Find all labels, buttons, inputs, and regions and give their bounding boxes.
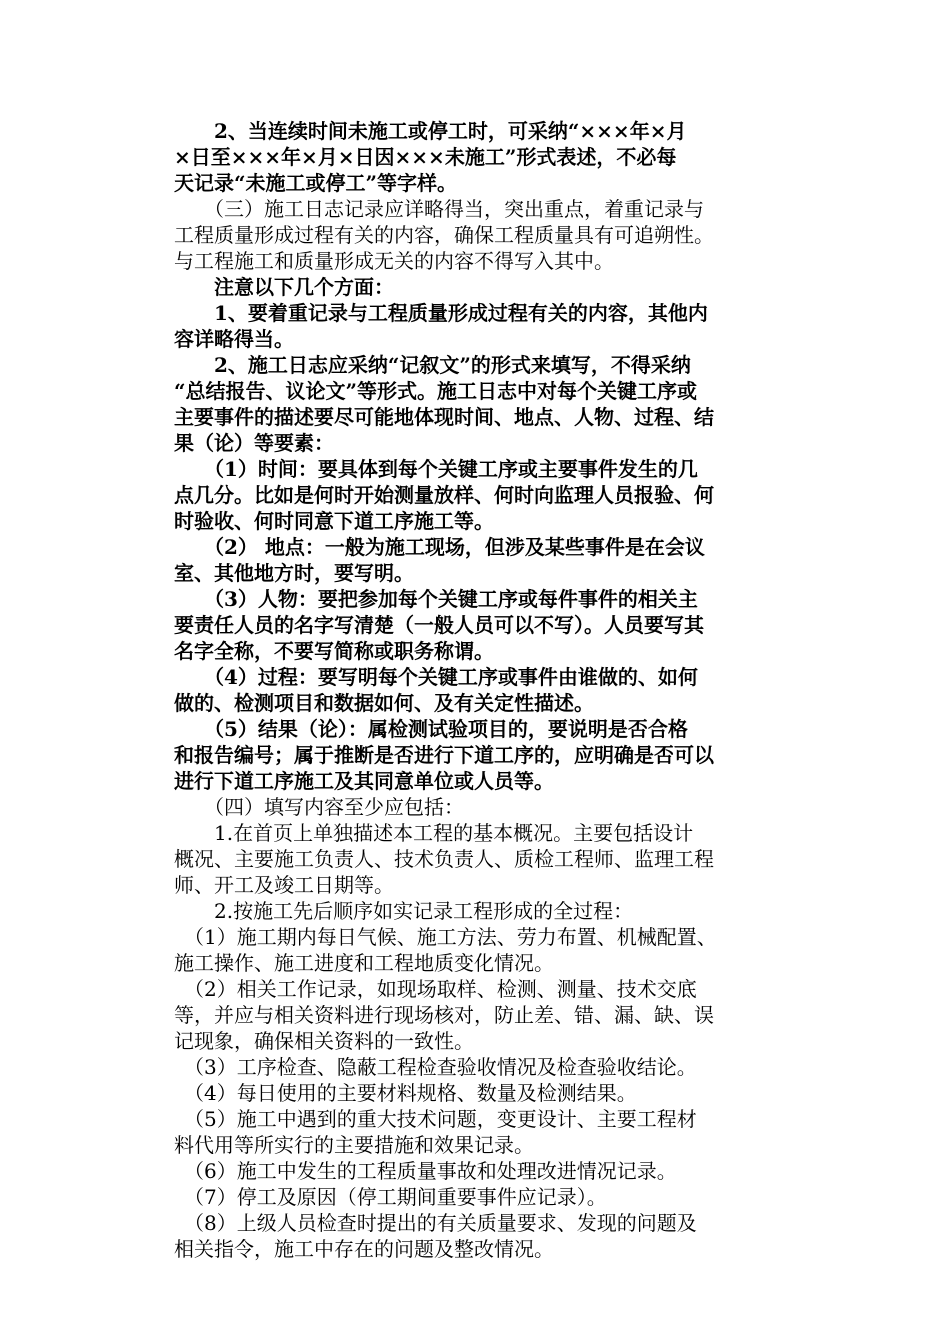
paragraph-4-line-0: 2、施工日志应采纳“记叙文”的形式来填写，不得采纳 (174, 353, 691, 377)
paragraph-0-line-0: 2、当连续时间未施工或停工时，可采纳“×××年×月 (174, 119, 687, 143)
paragraph-3-line-0: 1、要着重记录与工程质量形成过程有关的内容，其他内 (174, 301, 708, 325)
paragraph-17-line-1: 料代用等所实行的主要措施和效果记录。 (174, 1133, 534, 1157)
paragraph-6-line-0: （2） 地点：一般为施工现场，但涉及某些事件是在会议 (174, 535, 705, 559)
paragraph-6-line-1: 室、其他地方时，要写明。 (174, 561, 414, 585)
paragraph-15-line-0: （3）工序检查、隐蔽工程检查验收情况及检查验收结论。 (174, 1055, 697, 1079)
paragraph-14-line-1: 等，并应与相关资料进行现场核对，防止差、错、漏、缺、误 (174, 1003, 714, 1027)
paragraph-2-line-0: 注意以下几个方面： (174, 275, 394, 299)
paragraph-7-line-0: （3）人物：要把参加每个关键工序或每件事件的相关主 (174, 587, 698, 611)
paragraph-20-line-0: （8）上级人员检查时提出的有关质量要求、发现的问题及 (174, 1211, 697, 1235)
paragraph-14-line-0: （2）相关工作记录，如现场取样、检测、测量、技术交底 (174, 977, 697, 1001)
paragraph-8-line-1: 做的、检测项目和数据如何、及有关定性描述。 (174, 691, 594, 715)
paragraph-9-line-1: 和报告编号；属于推断是否进行下道工序的，应明确是否可以 (174, 743, 714, 767)
paragraph-1-line-1: 工程质量形成过程有关的内容，确保工程质量具有可追朔性。 (174, 223, 714, 247)
paragraph-11-line-1: 概况、主要施工负责人、技术负责人、质检工程师、监理工程 (174, 847, 714, 871)
paragraph-5-line-1: 点几分。比如是何时开始测量放样、何时向监理人员报验、何 (174, 483, 714, 507)
paragraph-4-line-1: “总结报告、议论文”等形式。施工日志中对每个关键工序或 (174, 379, 698, 403)
paragraph-13-line-1: 施工操作、施工进度和工程地质变化情况。 (174, 951, 554, 975)
paragraph-4-line-2: 主要事件的描述要尽可能地体现时间、地点、人物、过程、结 (174, 405, 714, 429)
paragraph-10-line-0: （四）填写内容至少应包括： (174, 795, 464, 819)
paragraph-12-line-0: 2.按施工先后顺序如实记录工程形成的全过程： (174, 899, 634, 923)
document-page (174, 118, 780, 1262)
paragraph-3-line-1: 容详略得当。 (174, 327, 294, 351)
paragraph-4-line-3: 果（论）等要素： (174, 431, 334, 455)
paragraph-1-line-0: （三）施工日志记录应详略得当，突出重点，着重记录与 (174, 197, 704, 221)
paragraph-8-line-0: （4）过程：要写明每个关键工序或事件由谁做的、如何 (174, 665, 698, 689)
paragraph-19-line-0: （7）停工及原因（停工期间重要事件应记录）。 (174, 1185, 607, 1209)
paragraph-16-line-0: （4）每日使用的主要材料规格、数量及检测结果。 (174, 1081, 637, 1105)
paragraph-5-line-0: （1）时间：要具体到每个关键工序或主要事件发生的几 (174, 457, 698, 481)
paragraph-17-line-0: （5）施工中遇到的重大技术问题，变更设计、主要工程材 (174, 1107, 697, 1131)
paragraph-18-line-0: （6）施工中发生的工程质量事故和处理改进情况记录。 (174, 1159, 677, 1183)
paragraph-9-line-2: 进行下道工序施工及其同意单位或人员等。 (174, 769, 554, 793)
paragraph-7-line-1: 要责任人员的名字写清楚（一般人员可以不写）。人员要写其 (174, 613, 704, 637)
paragraph-1-line-2: 与工程施工和质量形成无关的内容不得写入其中。 (174, 249, 614, 273)
paragraph-0-line-2: 天记录“未施工或停工”等字样。 (174, 171, 458, 195)
paragraph-14-line-2: 记现象，确保相关资料的一致性。 (174, 1029, 474, 1053)
paragraph-9-line-0: （5）结果（论）：属检测试验项目的，要说明是否合格 (174, 717, 688, 741)
paragraph-11-line-2: 师、开工及竣工日期等。 (174, 873, 394, 897)
paragraph-0-line-1: ×日至×××年×月×日因×××未施工”形式表述，不必每 (174, 145, 677, 169)
paragraph-7-line-2: 名字全称，不要写简称或职务称谓。 (174, 639, 494, 663)
paragraph-20-line-1: 相关指令，施工中存在的问题及整改情况。 (174, 1237, 554, 1261)
paragraph-5-line-2: 时验收、何时同意下道工序施工等。 (174, 509, 494, 533)
paragraph-13-line-0: （1）施工期内每日气候、施工方法、劳力布置、机械配置、 (174, 925, 717, 949)
paragraph-11-line-0: 1.在首页上单独描述本工程的基本概况。主要包括设计 (174, 821, 694, 845)
